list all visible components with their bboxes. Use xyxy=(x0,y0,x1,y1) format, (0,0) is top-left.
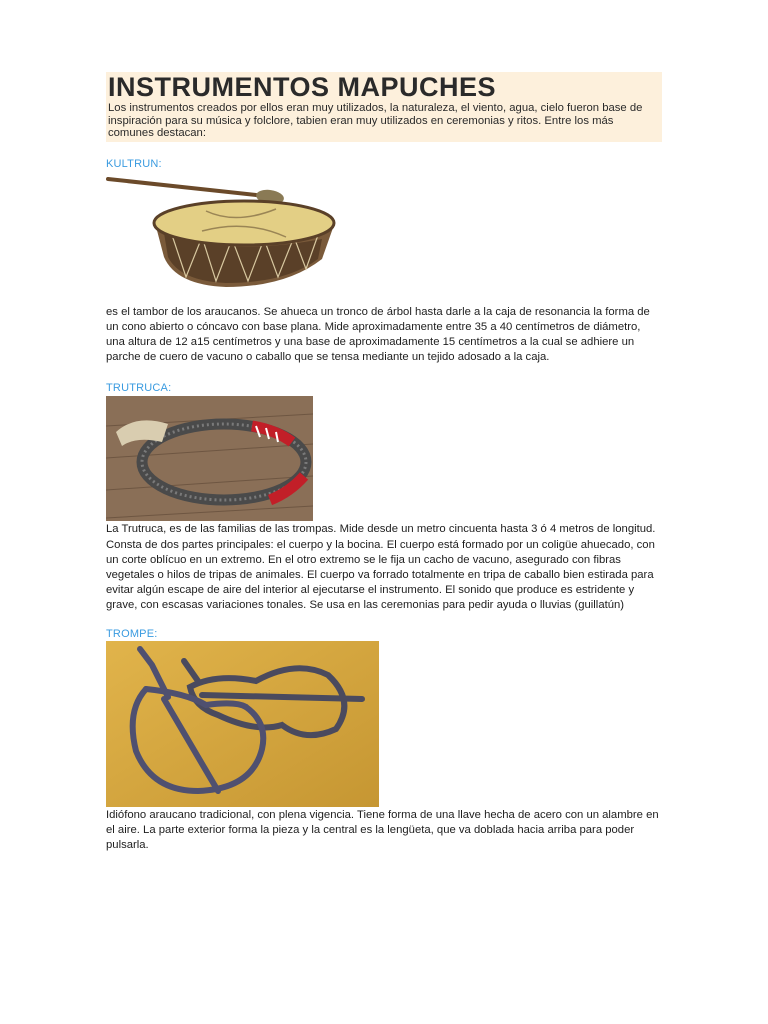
trompe-jaw-harp-photo xyxy=(106,641,379,807)
document-page xyxy=(106,72,662,853)
intro-paragraph: Los instrumentos creados por ellos eran muy utilizados, la naturaleza, el viento, agua, cielo fueron base de inspiración para su música y folclore, tabien eran muy utilizados en ceremonias y ritos. Entre los más comunes destacan: xyxy=(108,102,643,139)
trompe-description: Idiófono araucano tradicional, con plena vigencia. Tiene forma de una llave hecha de acero con un alambre en el aire. La parte exterior forma la pieza y la central es la lengüeta, que va doblada hacia arriba para poder pulsarla. xyxy=(106,808,659,851)
header-box xyxy=(106,72,662,142)
section-label-trutruca: TRUTRUCA: xyxy=(106,382,172,395)
kultrun-description: es el tambor de los araucanos. Se ahueca un tronco de árbol hasta darle a la caja de resonancia la forma de un cono abierto o cóncavo con base plana. Mide aproximadamente entre 35 a 40 centímetros de diámetro, una altura de 12 a15 centímetros y una base de aproximadamente 15 centímetros a la cual se adhiere un parche de cuero de vacuno o caballo que se tensa mediante un tejido adosado a la caja. xyxy=(106,305,650,364)
trutruca-horn-photo xyxy=(106,396,313,521)
trutruca-description: La Trutruca, es de las familias de las trompas. Mide desde un metro cincuenta hasta 3 ó 4 metros de longitud. Consta de dos partes principales: el cuerpo y la bocina. El cuerpo está formado por un coligüe ahuecado, con un corte oblícuo en un extremo. En el otro extremo se le fija un cacho de vacuno, asegurado con fibras vegetales o hilos de tripas de animales. El cuerpo va forrado totalmente en tripa de caballo bien estirada para evitar algún escape de aire del interior al ejecutarse el instrumento. El sonido que produce es estridente y grave, con escasas variaciones tonales. Se usa en las ceremonias para pedir ayuda o lluvias (guillatún) xyxy=(106,523,656,612)
kultrun-drum-photo xyxy=(106,173,338,297)
section-label-trompe: TROMPE: xyxy=(106,627,158,640)
section-label-kultrun: KULTRUN: xyxy=(106,157,162,170)
page-title: INSTRUMENTOS MAPUCHES xyxy=(108,72,497,102)
